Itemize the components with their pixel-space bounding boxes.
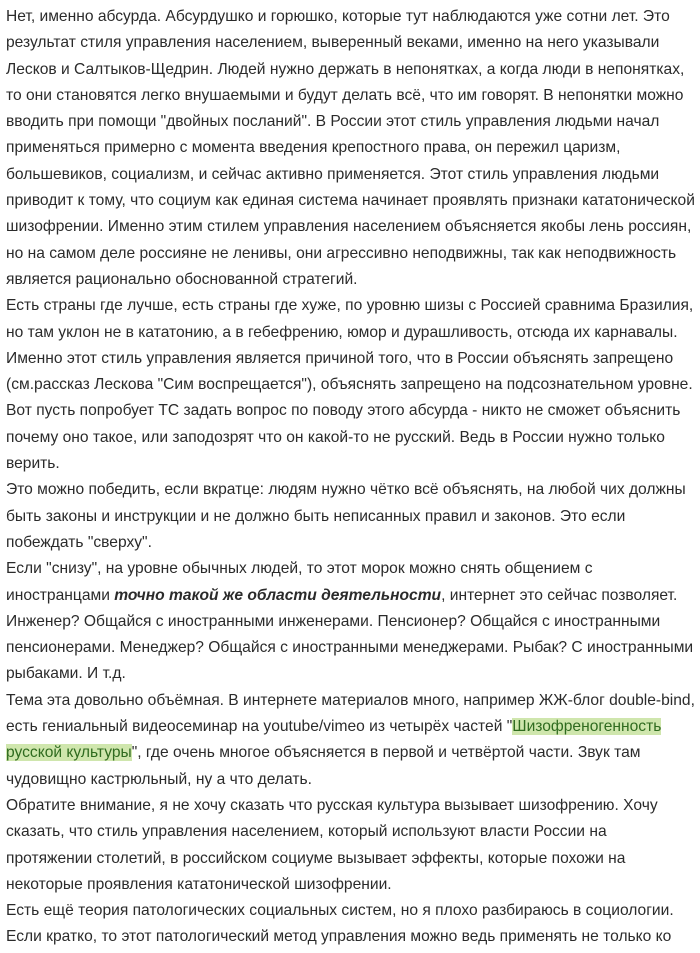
paragraph-4-text-start: Если "снизу", на уровне обычных людей, то этот морок можно снять общением с иностранцами [6, 560, 593, 604]
paragraph-1: Нет, именно абсурда. Абсурдушко и горюшко, которые тут наблюдаются уже сотни лет. Это результат стиля управления населением, выверенный веками, именно на него указывали Лесков и Салтыков-Щедрин. Людей нужно держать в непонятках, а когда люди в непонятках, то они становятся легко внушаемыми и будут делать всё, что им говорят. В непонятки можно вводить при помощи "двойных посланий". В России этот стиль управления людьми начал применяться примерно с момента введения крепостного права, он пережил царизм, большевиков, социализм, и сейчас активно применяется. Этот стиль управления людьми приводит к тому, что социум как единая система начинает проявлять признаки кататонической шизофрении. Именно этим стилем управления населением объясняется якобы лень россиян, но на самом деле россияне не ленивы, они агрессивно неподвижны, так как неподвижность является рационально обоснованной стратегий. [6, 8, 695, 288]
paragraph-7: Есть ещё теория патологических социальных систем, но я плохо разбираюсь в социологии. Если кратко, то этот патологический метод управления можно ведь применять не только ко [6, 902, 674, 946]
comment-body [6, 4, 696, 951]
video-seminar-link[interactable]: Шизофреногенность русской культуры [6, 718, 662, 762]
paragraph-5-text-start: Тема эта довольно объёмная. В интернете материалов много, например ЖЖ-блог double-bind, есть гениальный видеосеминар на youtube/vimeo из четырёх частей " [6, 691, 695, 736]
paragraph-4-text-end: , интернет это сейчас позволяет. Инженер? Общайся с иностранными инженерами. Пенсионер? Общайся с иностранными пенсионерами. Менеджер? Общайся с иностранными менеджерами. Рыбак? С иностранными рыбаками. И т.д. [6, 586, 694, 683]
paragraph-2: Есть страны где лучше, есть страны где хуже, по уровню шизы с Россией сравнима Бразилия, но там уклон не в кататонию, а в гебефрению, юмор и дурашливость, отсюда их карнавалы. Именно этот стиль управления является причиной того, что в России объяснять запрещено (см.рассказ Лескова "Сим воспрещается"), объяснять запрещено на подсознательном уровне. Вот пусть попробует ТС задать вопрос по поводу этого абсурда - никто не сможет объяснить почему оно такое, или заподозрят что он какой-то не русский. Ведь в России нужно только верить. [6, 297, 694, 473]
paragraph-4 [6, 556, 696, 687]
emphasis-text: точно такой же области деятельности [114, 586, 442, 604]
paragraph-5 [6, 688, 696, 793]
paragraph-6: Обратите внимание, я не хочу сказать что русская культура вызывает шизофрению. Хочу сказать, что стиль управления населением, который используют власти России на протяжении столетий, в российском социуме вызывает эффекты, которые похожи на некоторые проявления кататонической шизофрении. [6, 796, 658, 893]
paragraph-3: Это можно победить, если вкратце: людям нужно чётко всё объяснять, на любой чих должны быть законы и инструкции и не должно быть неписанных правил и законов. Это если побеждать "сверху". [6, 481, 686, 551]
paragraph-5-text-end: ", где очень многое объясняется в первой и четвёртой части. Звук там чудовищно кастрюльный, ну а что делать. [6, 744, 641, 788]
